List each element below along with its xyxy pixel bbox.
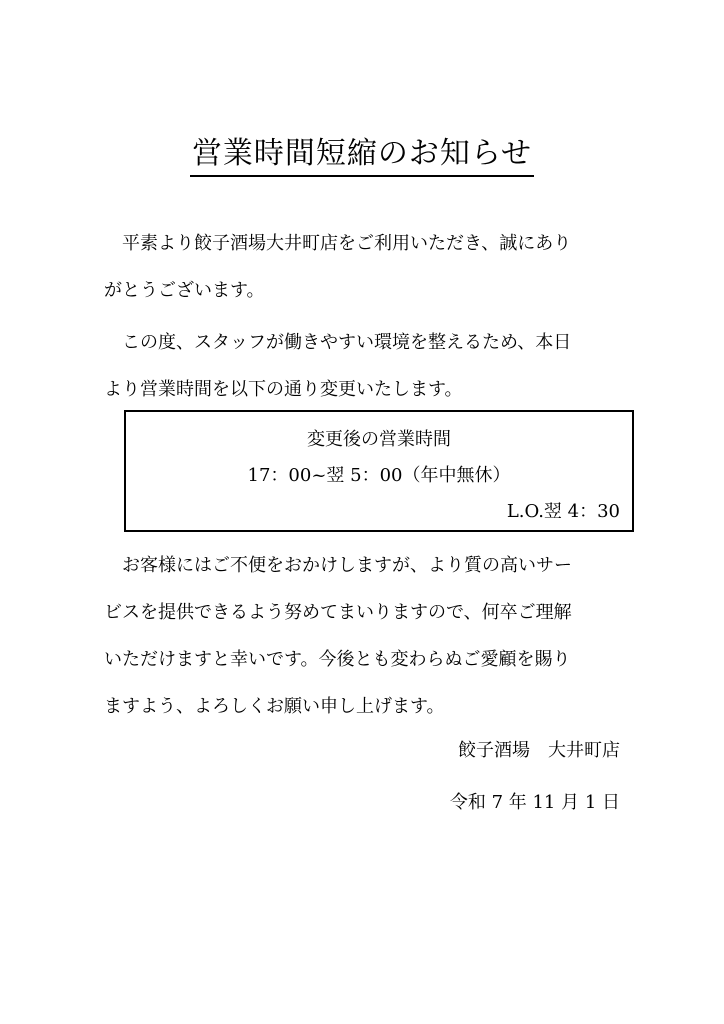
greeting-line-2: がとうございます。 <box>104 280 265 301</box>
apology-line-1: お客様にはご不便をおかけしますが、より質の高いサー <box>104 555 572 576</box>
apology-line-2: ビスを提供できるよう努めてまいりますので、何卒ご理解 <box>104 602 572 623</box>
new-hours-heading: 変更後の営業時間 <box>307 429 451 450</box>
announcement-line-2: より営業時間を以下の通り変更いたします。 <box>104 379 463 400</box>
new-hours-value: 17：00~翌 5：00（年中無休） <box>247 465 511 486</box>
greeting-paragraph <box>104 220 624 314</box>
apology-line-4: ますよう、よろしくお願い申し上げます。 <box>104 696 445 717</box>
notice-title <box>0 134 724 177</box>
apology-line-3: いただけますと幸いです。今後とも変わらぬご愛顧を賜り <box>104 649 571 670</box>
new-hours-box <box>124 410 634 532</box>
notice-title-text: 営業時間短縮のお知らせ <box>190 134 534 177</box>
apology-paragraph <box>104 542 624 730</box>
announcement-line-1: この度、スタッフが働きやすい環境を整えるため、本日 <box>104 332 572 353</box>
greeting-line-1: 平素より餃子酒場大井町店をご利用いただき、誠にあり <box>104 233 572 254</box>
store-signature: 餃子酒場 大井町店 <box>458 740 620 761</box>
notice-date: 令和 7 年 11 月 1 日 <box>449 792 620 813</box>
change-announcement-paragraph <box>104 319 624 413</box>
last-order-time: L.O.翌 4：30 <box>506 501 620 522</box>
